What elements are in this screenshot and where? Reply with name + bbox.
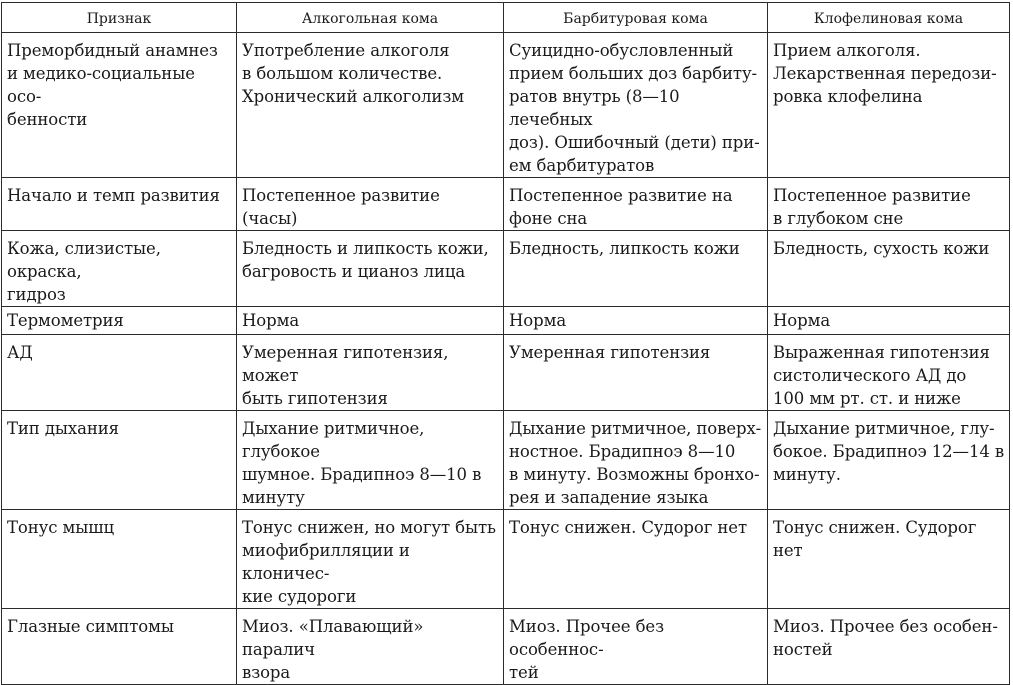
cell-sign: Термометрия	[2, 307, 237, 335]
cell-barbiturate: Постепенное развитие на фоне сна	[504, 178, 768, 231]
cell-alcohol: Умеренная гипотензия, может быть гипотензия	[237, 335, 504, 411]
cell-clonidine: Норма	[768, 307, 1010, 335]
coma-comparison-table	[1, 2, 1010, 685]
cell-barbiturate: Миоз. Прочее без особеннос- тей	[504, 609, 768, 685]
table-row	[2, 510, 1010, 609]
cell-alcohol: Постепенное развитие (часы)	[237, 178, 504, 231]
cell-barbiturate: Тонус снижен. Судорог нет	[504, 510, 768, 609]
cell-clonidine: Прием алкоголя. Лекарственная передози- ровка клофелина	[768, 33, 1010, 178]
cell-alcohol: Дыхание ритмичное, глубокое шумное. Брадипноэ 8—10 в минуту	[237, 411, 504, 510]
cell-alcohol: Миоз. «Плавающий» паралич взора	[237, 609, 504, 685]
table-row	[2, 307, 1010, 335]
cell-barbiturate: Норма	[504, 307, 768, 335]
cell-clonidine: Дыхание ритмичное, глу- бокое. Брадипноэ 12—14 в минуту.	[768, 411, 1010, 510]
cell-clonidine: Бледность, сухость кожи	[768, 231, 1010, 307]
table-row	[2, 33, 1010, 178]
comparison-table-container	[1, 2, 1009, 685]
cell-clonidine: Миоз. Прочее без особен- ностей	[768, 609, 1010, 685]
cell-alcohol: Употребление алкоголя в большом количестве. Хронический алкоголизм	[237, 33, 504, 178]
header-barbiturate-coma: Барбитуровая кома	[504, 3, 768, 33]
table-row	[2, 178, 1010, 231]
cell-barbiturate: Дыхание ритмичное, поверх- ностное. Брадипноэ 8—10 в минуту. Возможны бронхо- рея и западение языка	[504, 411, 768, 510]
cell-sign: Преморбидный анамнез и медико-социальные осо- бенности	[2, 33, 237, 178]
cell-clonidine: Выраженная гипотензия систолического АД до 100 мм рт. ст. и ниже	[768, 335, 1010, 411]
header-row	[2, 3, 1010, 33]
cell-barbiturate: Бледность, липкость кожи	[504, 231, 768, 307]
cell-alcohol: Бледность и липкость кожи, багровость и цианоз лица	[237, 231, 504, 307]
cell-barbiturate: Суицидно-обусловленный прием больших доз барбиту- ратов внутрь (8—10 лечебных доз). Ошибочный (дети) при- ем барбитуратов	[504, 33, 768, 178]
header-sign: Признак	[2, 3, 237, 33]
cell-alcohol: Норма	[237, 307, 504, 335]
table-row	[2, 231, 1010, 307]
header-clonidine-coma: Клофелиновая кома	[768, 3, 1010, 33]
table-row	[2, 609, 1010, 685]
cell-sign: Тип дыхания	[2, 411, 237, 510]
table-row	[2, 335, 1010, 411]
cell-sign: Кожа, слизистые, окраска, гидроз	[2, 231, 237, 307]
cell-sign: Глазные симптомы	[2, 609, 237, 685]
cell-alcohol: Тонус снижен, но могут быть миофибрилляции и клоничес- кие судороги	[237, 510, 504, 609]
cell-barbiturate: Умеренная гипотензия	[504, 335, 768, 411]
cell-sign: Начало и темп развития	[2, 178, 237, 231]
header-alcohol-coma: Алкогольная кома	[237, 3, 504, 33]
cell-sign: АД	[2, 335, 237, 411]
cell-sign: Тонус мышц	[2, 510, 237, 609]
cell-clonidine: Тонус снижен. Судорог нет	[768, 510, 1010, 609]
cell-clonidine: Постепенное развитие в глубоком сне	[768, 178, 1010, 231]
table-row	[2, 411, 1010, 510]
